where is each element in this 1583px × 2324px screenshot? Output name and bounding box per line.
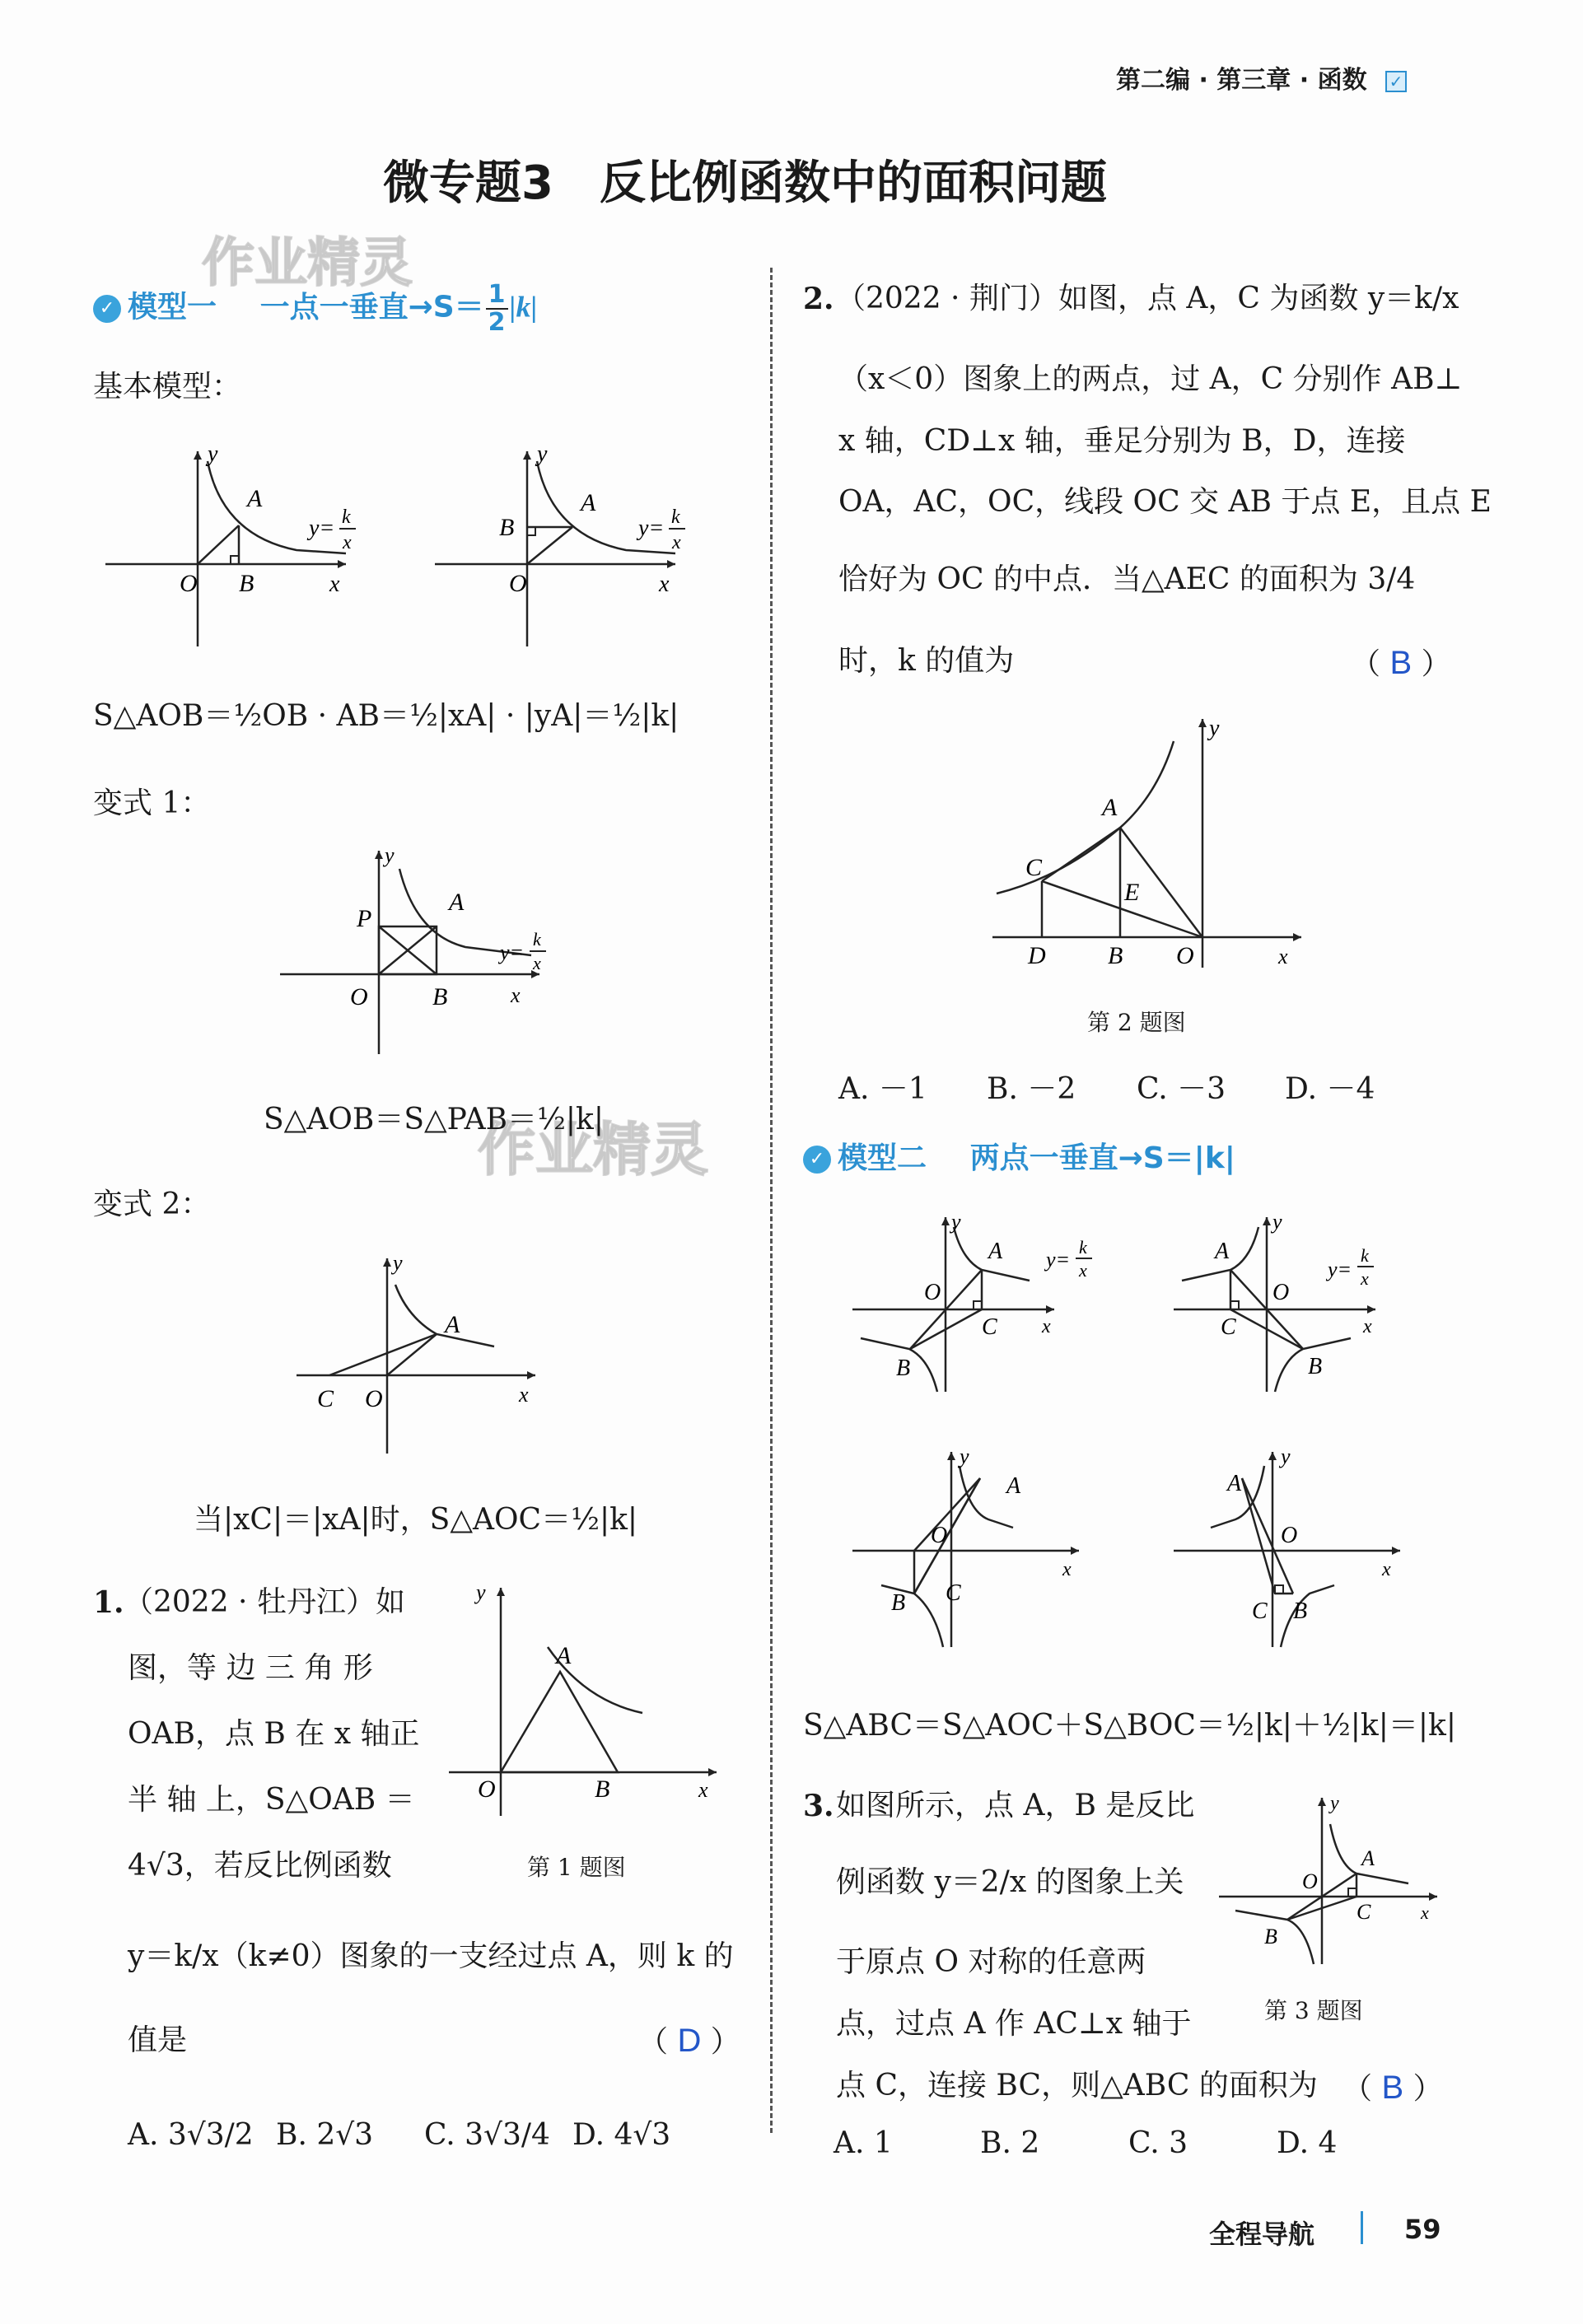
svg-text:y: y	[385, 844, 395, 867]
variant1-figure	[276, 844, 556, 1058]
svg-text:A: A	[1006, 1473, 1021, 1499]
q3-option[interactable]: B. 2	[980, 2126, 1040, 2160]
svg-text:O: O	[1176, 942, 1194, 969]
svg-text:A: A	[556, 1642, 572, 1669]
svg-text:x: x	[1382, 1559, 1391, 1580]
svg-text:x: x	[1062, 1559, 1072, 1580]
q1-line: 图，等 边 三 角 形	[128, 1651, 373, 1685]
svg-text:B: B	[1108, 942, 1123, 969]
svg-text:A: A	[247, 485, 263, 512]
svg-text:O: O	[350, 983, 368, 1010]
model2-figure-3	[848, 1445, 1112, 1655]
column-divider	[770, 268, 773, 2133]
q1-option[interactable]: D. 4√3	[572, 2118, 671, 2152]
q2-line: （x＜0）图象上的两点，过 A，C 分别作 AB⊥	[838, 362, 1463, 396]
svg-text:B: B	[239, 570, 254, 597]
svg-text:A: A	[988, 1239, 1003, 1264]
svg-text:x: x	[1361, 1268, 1369, 1289]
svg-text:A: A	[1361, 1846, 1375, 1870]
svg-text:B: B	[896, 1356, 911, 1381]
svg-text:B: B	[891, 1590, 906, 1616]
basic-model-label: 基本模型：	[93, 370, 242, 404]
q2-number: 2.	[803, 282, 834, 316]
model1-heading: ✓ 模型一 一点一垂直→S＝ $\frac{1}{2}$ |k|	[93, 282, 537, 335]
q2-line: x 轴，CD⊥x 轴，垂足分别为 B，D，连接	[838, 424, 1406, 458]
svg-text:O: O	[365, 1385, 383, 1412]
variant1-label: 变式 1：	[93, 786, 211, 820]
q2-line: 恰好为 OC 的中点．当△AEC 的面积为 3/4	[838, 562, 1416, 596]
svg-text:O: O	[509, 570, 527, 597]
basic-model-figure-2	[428, 445, 700, 651]
svg-text:y=: y=	[500, 940, 525, 964]
q1-line: 值是	[128, 2023, 188, 2057]
svg-text:y: y	[208, 445, 218, 467]
q1-number: 1.	[93, 1585, 124, 1620]
svg-text:C: C	[1025, 854, 1043, 881]
svg-text:O: O	[1281, 1523, 1298, 1548]
svg-text:y=: y=	[1328, 1258, 1352, 1281]
svg-text:D: D	[1028, 942, 1046, 969]
model2-figure-4	[1170, 1445, 1433, 1655]
q1-figure	[445, 1581, 725, 1820]
page-title: 微专题3 反比例函数中的面积问题	[383, 156, 1107, 210]
svg-text:y=: y=	[309, 516, 335, 541]
q3-figure-caption: 第 3 题图	[1264, 1997, 1363, 2024]
q2-line: （2022 · 荆门）如图，点 A，C 为函数 y＝k/x	[836, 282, 1459, 315]
variant2-label: 变式 2：	[93, 1188, 211, 1221]
svg-text:y=: y=	[638, 516, 665, 541]
svg-text:B: B	[1293, 1598, 1308, 1624]
svg-text:y: y	[1272, 1211, 1282, 1234]
svg-text:y: y	[393, 1252, 403, 1275]
q2-option[interactable]: D. －4	[1285, 1072, 1375, 1106]
svg-text:C: C	[1252, 1598, 1268, 1624]
q3-line: 于原点 O 对称的任意两	[836, 1945, 1146, 1979]
svg-text:B: B	[1264, 1925, 1277, 1948]
q2-line: 时，k 的值为	[838, 644, 1015, 678]
breadcrumb: 第二编 · 第三章 · 函数 ✓	[1116, 59, 1407, 96]
q3-line: 点 C，连接 BC，则△ABC 的面积为	[836, 2069, 1318, 2102]
q3-figure	[1215, 1791, 1445, 1972]
model2-figure-1	[848, 1211, 1112, 1396]
q2-line: OA，AC，OC，线段 OC 交 AB 于点 E，且点 E	[838, 485, 1492, 519]
svg-text:A: A	[1215, 1239, 1230, 1264]
svg-text:O: O	[180, 570, 198, 597]
svg-text:A: A	[581, 489, 596, 516]
q3-answer-box: （ B ）	[1343, 2070, 1443, 2106]
model2-formula: S△ABC＝S△AOC＋S△BOC＝½|k|＋½|k|＝|k|	[803, 1709, 1456, 1743]
q1-option[interactable]: B. 2√3	[276, 2118, 374, 2152]
svg-text:k: k	[1361, 1245, 1369, 1266]
q2-figure	[988, 712, 1318, 976]
q3-option[interactable]: D. 4	[1277, 2126, 1338, 2160]
q1-figure-caption: 第 1 题图	[527, 1854, 626, 1881]
svg-text:x: x	[698, 1778, 708, 1802]
q3-answer: B	[1381, 2070, 1404, 2106]
svg-text:O: O	[924, 1280, 941, 1305]
q1-answer: D	[677, 2023, 702, 2059]
svg-text:P: P	[357, 905, 372, 932]
q2-option[interactable]: C. －3	[1137, 1072, 1226, 1106]
svg-text:k: k	[671, 506, 680, 528]
svg-text:x: x	[329, 572, 340, 597]
svg-text:O: O	[478, 1776, 496, 1803]
svg-text:C: C	[1357, 1900, 1371, 1924]
q1-line: 4√3，若反比例函数	[128, 1849, 392, 1883]
q2-option[interactable]: A. －1	[838, 1072, 927, 1106]
svg-text:B: B	[1308, 1354, 1323, 1379]
q2-answer-box: （ B ）	[1351, 645, 1451, 681]
svg-text:y: y	[1281, 1445, 1291, 1468]
svg-text:y: y	[476, 1581, 486, 1604]
svg-text:B: B	[595, 1776, 610, 1803]
svg-text:x: x	[1363, 1316, 1372, 1337]
svg-text:A: A	[1102, 794, 1118, 821]
q1-option[interactable]: A. 3√3/2	[128, 2118, 254, 2152]
svg-text:x: x	[519, 1383, 529, 1407]
footer-divider	[1361, 2211, 1363, 2244]
model1-fraction: $\frac{1}{2}$	[486, 282, 508, 335]
svg-text:B: B	[432, 983, 448, 1010]
q3-line: 例函数 y＝2/x 的图象上关	[836, 1865, 1184, 1899]
svg-text:A: A	[449, 889, 465, 916]
svg-text:k: k	[1079, 1237, 1087, 1258]
variant1-formula: S△AOB＝S△PAB＝½|k|	[264, 1103, 604, 1136]
svg-text:O: O	[1272, 1280, 1290, 1305]
svg-text:A: A	[445, 1311, 460, 1338]
svg-text:y: y	[1330, 1793, 1339, 1814]
svg-text:B: B	[499, 514, 515, 541]
svg-text:x: x	[343, 532, 352, 553]
q3-option[interactable]: C. 3	[1128, 2126, 1188, 2160]
watermark: 作业精灵	[202, 233, 413, 294]
basic-model-figure-1	[99, 445, 371, 651]
page-number: 59	[1404, 2214, 1441, 2245]
svg-text:x: x	[533, 953, 541, 973]
svg-text:y: y	[537, 445, 548, 467]
svg-text:y: y	[951, 1211, 961, 1234]
q3-option[interactable]: A. 1	[834, 2126, 893, 2160]
model2-figure-2	[1170, 1211, 1433, 1396]
svg-text:k: k	[342, 506, 351, 528]
q2-option[interactable]: B. －2	[987, 1072, 1076, 1106]
q3-line: 如图所示，点 A，B 是反比	[836, 1789, 1195, 1822]
watermark: 作业精灵	[478, 1116, 708, 1183]
svg-text:C: C	[946, 1580, 961, 1606]
chevron-down-icon: ✓	[93, 295, 121, 323]
check-icon: ✓	[1385, 71, 1407, 92]
variant2-formula: 当|xC|＝|xA|时，S△AOC＝½|k|	[194, 1503, 638, 1537]
q1-line: 半 轴 上，S△OAB ＝	[128, 1783, 415, 1817]
q3-line: 点，过点 A 作 AC⊥x 轴于	[836, 2007, 1192, 2041]
variant2-figure	[292, 1252, 548, 1458]
svg-text:C: C	[1221, 1314, 1236, 1340]
svg-text:k: k	[533, 929, 541, 950]
q1-answer-box: （ D ）	[638, 2023, 740, 2059]
q1-line: y＝k/x（k≠0）图象的一支经过点 A，则 k 的	[128, 1939, 734, 1973]
svg-text:x: x	[1421, 1902, 1429, 1923]
svg-text:y: y	[1209, 716, 1220, 741]
q3-number: 3.	[803, 1789, 834, 1823]
svg-text:O: O	[931, 1523, 948, 1548]
footer-brand: 全程导航	[1209, 2219, 1315, 2250]
q1-source: （2022 · 牡丹江）如	[124, 1585, 405, 1619]
q2-figure-caption: 第 2 题图	[1087, 1009, 1186, 1036]
q1-line: OAB，点 B 在 x 轴正	[128, 1717, 420, 1751]
svg-text:x: x	[1278, 945, 1288, 968]
svg-text:x: x	[659, 572, 670, 597]
svg-text:A: A	[1227, 1471, 1242, 1496]
svg-text:x: x	[1079, 1260, 1087, 1281]
svg-text:x: x	[672, 532, 681, 553]
svg-text:x: x	[1042, 1316, 1051, 1337]
q1-option[interactable]: C. 3√3/4	[424, 2118, 550, 2152]
chevron-down-icon: ✓	[803, 1146, 831, 1174]
svg-text:x: x	[511, 983, 521, 1007]
svg-text:O: O	[1302, 1869, 1318, 1893]
model2-heading: ✓ 模型二 两点一垂直→S＝|k|	[803, 1135, 1235, 1177]
basic-model-formula: S△AOB＝½OB · AB＝½|xA| · |yA|＝½|k|	[93, 699, 679, 733]
svg-text:y: y	[960, 1445, 969, 1468]
svg-text:E: E	[1124, 879, 1140, 906]
svg-text:C: C	[317, 1385, 334, 1412]
q2-answer: B	[1389, 645, 1413, 681]
svg-text:C: C	[982, 1314, 997, 1340]
svg-text:y=: y=	[1046, 1248, 1071, 1272]
